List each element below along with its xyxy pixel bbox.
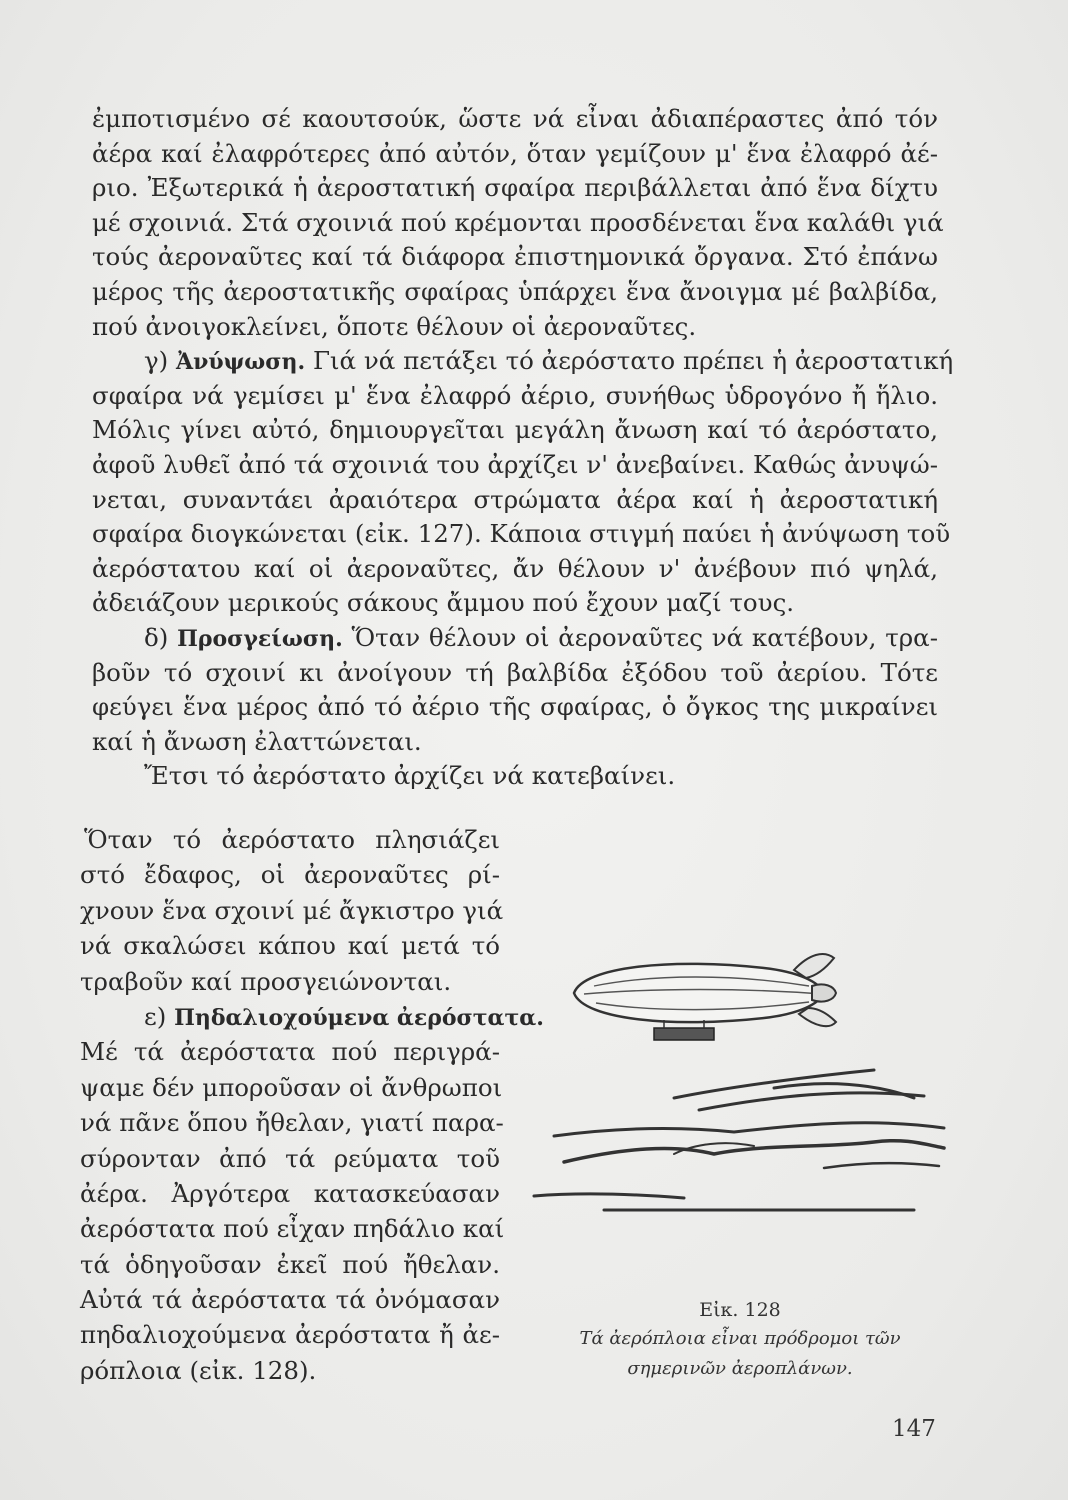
section-label: δ) <box>144 622 169 652</box>
text-line: βοῦν τό σχοινί κι ἀνοίγουν τή βαλβίδα ἐξόδου τοῦ ἀερίου. Τότε <box>92 657 938 687</box>
section-e-heading-line <box>80 999 544 1034</box>
text-line: πηδαλιοχούμενα ἀερόστατα ἤ ἀε- <box>80 1320 500 1350</box>
section-label: γ) <box>144 346 169 376</box>
text-line: μέρος τῆς ἀεροστατικῆς σφαίρας ὑπάρχει ἕνα ἄνοιγμα μέ βαλβίδα, <box>92 276 938 306</box>
airship-illustration <box>524 948 954 1218</box>
section-heading: Ἀνύψωση. <box>176 349 306 376</box>
text-line: Μόλις γίνει αὐτό, δημιουργεῖται μεγάλη ἄνωση καί τό ἀερόστατο, <box>92 415 938 445</box>
section-g-first-line <box>92 344 954 379</box>
figure-caption <box>520 1296 960 1384</box>
caption-line: Τά ἀερόπλοια εἶναι πρόδρομοι τῶν <box>579 1328 901 1349</box>
text-line: καί ἡ ἄνωση ἐλαττώνεται. <box>92 726 422 756</box>
text-line: στό ἔδαφος, οἱ ἀεροναῦτες ρί- <box>80 860 500 890</box>
text-line: τραβοῦν καί προσγειώνονται. <box>80 966 452 996</box>
text-line: νά σκαλώσει κάπου καί μετά τό <box>80 931 500 961</box>
figure-number: Εἰκ. 128 <box>699 1299 781 1321</box>
wind-lines <box>674 1070 924 1110</box>
text-line: Γιά νά πετάξει τό ἀερόστατο πρέπει ἡ ἀεροστατική <box>312 346 954 376</box>
text-line: Ἔτσι τό ἀερόστατο ἀρχίζει νά κατεβαίνει. <box>144 761 676 791</box>
text-line: ἀδειάζουν μερικούς σάκους ἄμμου πού ἔχουν μαζί τους. <box>92 588 795 618</box>
page-number: 147 <box>892 1416 936 1442</box>
text-line: ἀέρα καί ἐλαφρότερες ἀπό αὐτόν, ὅταν γεμίζουν μ' ἕνα ἐλαφρό ἀέ- <box>92 138 938 168</box>
text-line: ἀερόστατα πού εἶχαν πηδάλιο καί <box>80 1214 505 1244</box>
text-line: φεύγει ἕνα μέρος ἀπό τό ἀέριο τῆς σφαίρας, ὁ ὄγκος της μικραίνει <box>92 692 938 722</box>
airship <box>574 954 836 1040</box>
narrow-text <box>80 822 544 1388</box>
text-line: νά πᾶνε ὅπου ἤθελαν, γιατί παρα- <box>80 1108 504 1138</box>
text-line: Ὅταν τό ἀερόστατο πλησιάζει <box>84 825 500 854</box>
text-line: ριο. Ἐξωτερικά ἡ ἀεροστατική σφαίρα περιβάλλεται ἀπό ἕνα δίχτυ <box>92 173 938 203</box>
section-label: ε) <box>144 1001 167 1031</box>
text-line: Αὐτά τά ἀερόστατα τά ὀνόμασαν <box>80 1285 500 1315</box>
landscape <box>534 1123 944 1210</box>
text-line: μέ σχοινιά. Στά σχοινιά πού κρέμονται προσδένεται ἕνα καλάθι γιά <box>92 207 944 237</box>
text-line: τούς ἀεροναῦτες καί τά διάφορα ἐπιστημονικά ὄργανα. Στό ἐπάνω <box>92 242 938 272</box>
section-heading: Προσγείωση. <box>177 625 343 652</box>
text-line: ρόπλοια (εἰκ. 128). <box>80 1355 317 1385</box>
text-line: χνουν ἕνα σχοινί μέ ἄγκιστρο γιά <box>80 895 504 925</box>
text-line: τά ὁδηγοῦσαν ἐκεῖ πού ἤθελαν. <box>80 1249 500 1279</box>
text-line: σφαίρα διογκώνεται (εἰκ. 127). Κάποια στιγμή παύει ἡ ἀνύψωση τοῦ <box>92 519 951 549</box>
section-heading: Πηδαλιοχούμενα ἀερόστατα. <box>174 1004 544 1031</box>
section-d-first-line <box>92 621 938 656</box>
text-line: ἐμποτισμένο σέ καουτσούκ, ὥστε νά εἶναι ἀδιαπέραστες ἀπό τόν <box>92 104 938 133</box>
text-line: ἀφοῦ λυθεῖ ἀπό τά σχοινιά του ἀρχίζει ν' ἀνεβαίνει. Καθώς ἀνυψώ- <box>92 449 938 479</box>
text-line: Ὅταν θέλουν οἱ ἀεροναῦτες νά κατέβουν, τρα- <box>351 622 939 652</box>
text-line: σφαίρα νά γεμίσει μ' ἕνα ἐλαφρό ἀέριο, συνήθως ὑδρογόνο ἤ ἥλιο. <box>92 380 938 410</box>
text-line: ψαμε δέν μποροῦσαν οἱ ἄνθρωποι <box>80 1072 503 1102</box>
caption-line: σημερινῶν ἀεροπλάνων. <box>627 1358 853 1379</box>
text-line: πού ἀνοιγοκλείνει, ὅποτε θέλουν οἱ ἀεροναῦτες. <box>92 311 697 341</box>
main-text <box>92 102 954 794</box>
text-line: ἀέρα. Ἀργότερα κατασκεύασαν <box>80 1178 500 1208</box>
text-line: σύρονταν ἀπό τά ρεύματα τοῦ <box>80 1143 500 1173</box>
text-line: ἀερόστατου καί οἱ ἀεροναῦτες, ἄν θέλουν ν' ἀνέβουν πιό ψηλά, <box>92 553 938 583</box>
text-line: Μέ τά ἀερόστατα πού περιγρά- <box>80 1037 500 1067</box>
text-line: νεται, συναντάει ἀραιότερα στρώματα ἀέρα καί ἡ ἀεροστατική <box>92 484 938 514</box>
